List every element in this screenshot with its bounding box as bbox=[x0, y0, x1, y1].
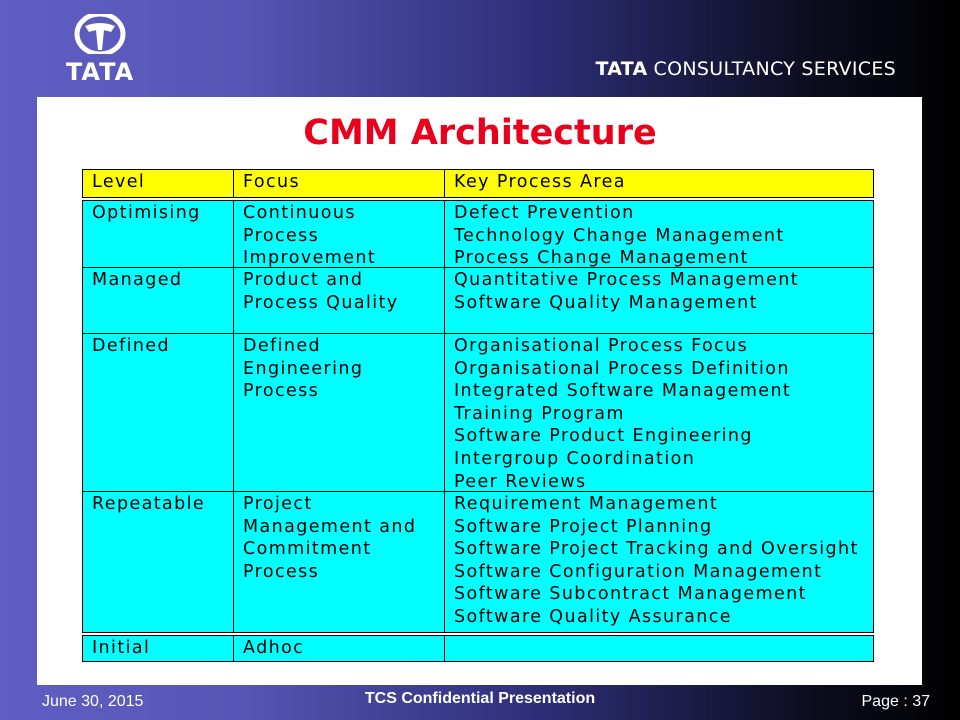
brand-rest: CONSULTANCY SERVICES bbox=[653, 58, 896, 80]
level-cell: Initial bbox=[82, 635, 234, 662]
focus-cell: Continuous Process Improvement bbox=[233, 200, 445, 268]
slide-title: CMM Architecture bbox=[303, 113, 657, 153]
kpa-cell: Organisational Process Focus Organisational Process Definition Integrated Software Management Training Program Software Product Engineering Intergroup Coordination Peer Reviews bbox=[444, 333, 874, 492]
header-focus: Focus bbox=[233, 169, 445, 198]
kpa-cell bbox=[444, 635, 874, 662]
header-kpa: Key Process Area bbox=[444, 169, 874, 198]
kpa-cell: Requirement Management Software Project Planning Software Project Tracking and Oversight Software Configuration Management Software Subcontract Management Software Quality Assurance bbox=[444, 491, 874, 633]
focus-cell: Defined Engineering Process bbox=[233, 333, 445, 492]
tata-wordmark: TATA bbox=[65, 58, 135, 86]
focus-cell: Project Management and Commitment Process bbox=[233, 491, 445, 633]
table-row bbox=[82, 267, 874, 334]
brand-bold: TATA bbox=[595, 58, 648, 80]
header-level: Level bbox=[82, 169, 234, 198]
footer-page-number: Page : 37 bbox=[861, 693, 930, 710]
kpa-cell: Defect Prevention Technology Change Management Process Change Management bbox=[444, 200, 874, 268]
focus-cell: Adhoc bbox=[233, 635, 445, 662]
tata-logo bbox=[64, 14, 136, 84]
level-cell: Optimising bbox=[82, 200, 234, 268]
level-cell: Defined bbox=[82, 333, 234, 492]
footer-date: June 30, 2015 bbox=[42, 693, 144, 710]
tata-emblem-icon bbox=[71, 14, 129, 54]
table-row bbox=[82, 333, 874, 492]
level-cell: Managed bbox=[82, 267, 234, 334]
focus-cell: Product and Process Quality bbox=[233, 267, 445, 334]
table-row bbox=[82, 200, 874, 268]
tcs-brand-wordmark bbox=[595, 58, 896, 80]
footer-confidential-label: TCS Confidential Presentation bbox=[364, 690, 596, 707]
kpa-cell: Quantitative Process Management Software Quality Management bbox=[444, 267, 874, 334]
table-row bbox=[82, 635, 874, 662]
table-header-row bbox=[82, 169, 874, 198]
table-row bbox=[82, 491, 874, 633]
level-cell: Repeatable bbox=[82, 491, 234, 633]
